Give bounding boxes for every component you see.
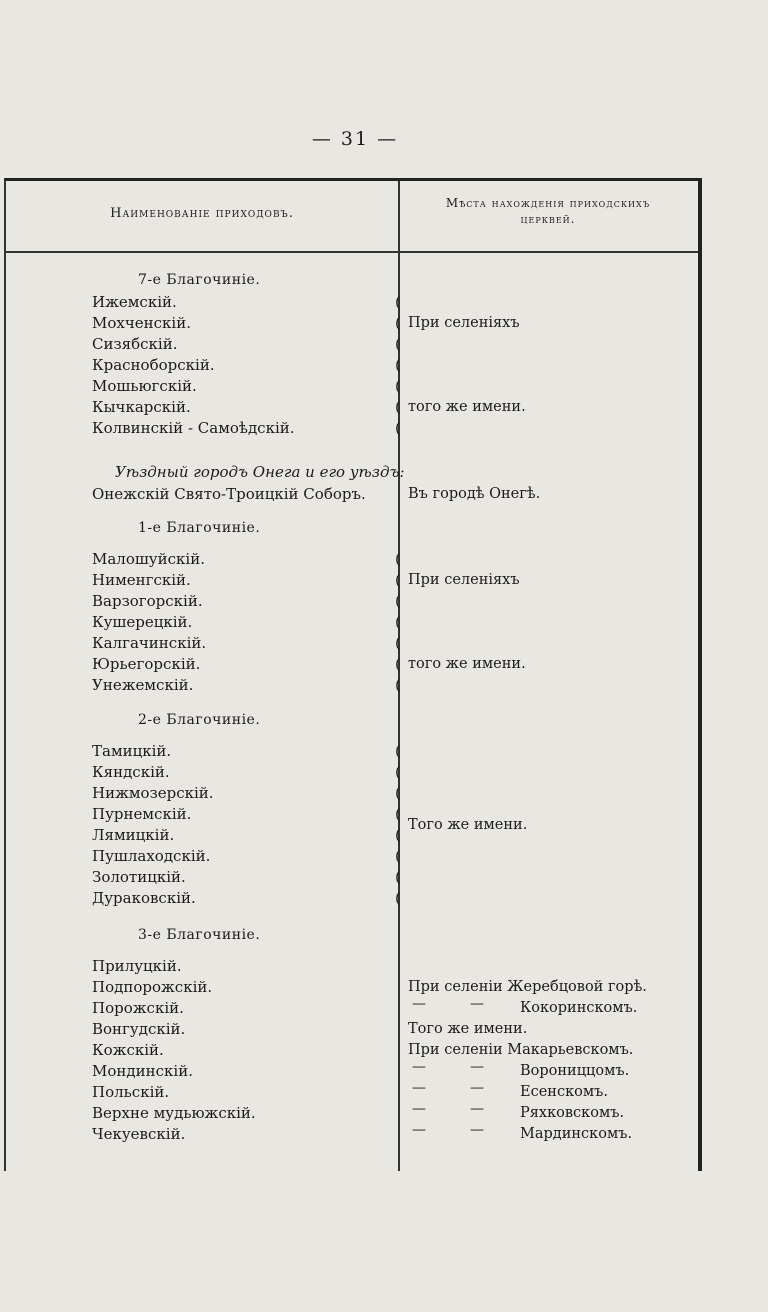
location-text: Того же имени. [408,1021,528,1037]
ditto-dash: — [470,1080,484,1096]
header-locations-line1: Мѣста нахожденія приходскихъ [445,196,651,210]
location-text: При селеніи Жеребцовой горѣ. [408,979,647,995]
ditto-dash: — [412,1080,426,1096]
list-item: Золотицкій. [92,868,186,886]
location-text: Ворониццомъ. [520,1063,630,1079]
list-item: Нижмозерскій. [92,784,214,802]
list-item: Пурнемскій. [92,805,192,823]
list-item: Онежскій Свято-Троицкій Соборъ. [92,485,366,503]
ditto-dash: — [412,996,426,1012]
ditto-dash: — [470,996,484,1012]
location-text: Того же имени. [408,817,528,833]
location-text: При селеніяхъ [408,572,520,588]
ditto-dash: — [470,1122,484,1138]
list-item: Калгачинскій. [92,634,207,652]
list-item: Кушерецкій. [92,613,193,631]
list-item: Унежемскій. [92,676,194,694]
location-text: того же имени. [408,399,526,415]
list-item: Подпорожскій. [92,978,213,996]
header-locations [402,195,694,227]
list-item: Польскій. [92,1083,170,1101]
list-item: Пушлаходскій. [92,847,211,865]
list-item: Тамицкій. [92,742,172,760]
brace-mark: ( ( ( ( ( ( ( ( [395,742,401,907]
ditto-dash: — [470,1101,484,1117]
list-item: Кычкарскій. [92,398,191,416]
location-text: Кокоринскомъ. [520,1000,638,1016]
list-item: Чекуевскій. [92,1125,186,1143]
ditto-dash: — [412,1059,426,1075]
section-heading: 7-е Благочиніе. [138,272,261,288]
location-text: Ряхковскомъ. [520,1105,625,1121]
list-item: Порожскій. [92,999,184,1017]
brace-mark: ( ( ( ( ( ( ( [395,293,401,437]
list-item: Юрьегорскій. [92,655,201,673]
list-item: Нименгскій. [92,571,191,589]
header-locations-line2: церквей. [520,212,576,226]
list-item: Кяндскій. [92,763,170,781]
page-number: — 31 — [311,128,399,150]
section-heading: 2-е Благочиніе. [138,712,261,728]
list-item: Лямицкій. [92,826,175,844]
section-heading: 1-е Благочиніе. [138,520,261,536]
ditto-dash: — [470,1059,484,1075]
list-item: Варзогорскій. [92,592,203,610]
uezd-heading: Уѣздный городъ Онега и его уѣздъ: [115,463,405,481]
ditto-dash: — [412,1101,426,1117]
location-text: При селеніяхъ [408,315,520,331]
list-item: Дураковскій. [92,889,196,907]
location-text: Въ городѣ Онегѣ. [408,486,541,502]
location-text: Есенскомъ. [520,1084,608,1100]
list-item: Мондинскій. [92,1062,193,1080]
list-item: Сизябскій. [92,335,178,353]
brace-mark: ( ( ( ( ( ( ( [395,550,401,694]
list-item: Малошуйскій. [92,550,205,568]
list-item: Колвинскій - Самоѣдскій. [92,419,295,437]
ditto-dash: — [412,1122,426,1138]
list-item: Мошьюгскій. [92,377,197,395]
header-parishes: Наименованіе приходовъ. [110,206,294,221]
list-item: Верхне мудьюжскій. [92,1104,256,1122]
section-heading: 3-е Благочиніе. [138,927,261,943]
list-item: Красноборскій. [92,356,215,374]
list-item: Ижемскій. [92,293,177,311]
location-text: того же имени. [408,656,526,672]
location-text: При селеніи Макарьевскомъ. [408,1042,634,1058]
list-item: Прилуцкій. [92,957,182,975]
list-item: Кожскій. [92,1041,164,1059]
location-text: Мардинскомъ. [520,1126,633,1142]
list-item: Мохченскій. [92,314,191,332]
table-header [6,181,698,253]
list-item: Вонгудскій. [92,1020,186,1038]
